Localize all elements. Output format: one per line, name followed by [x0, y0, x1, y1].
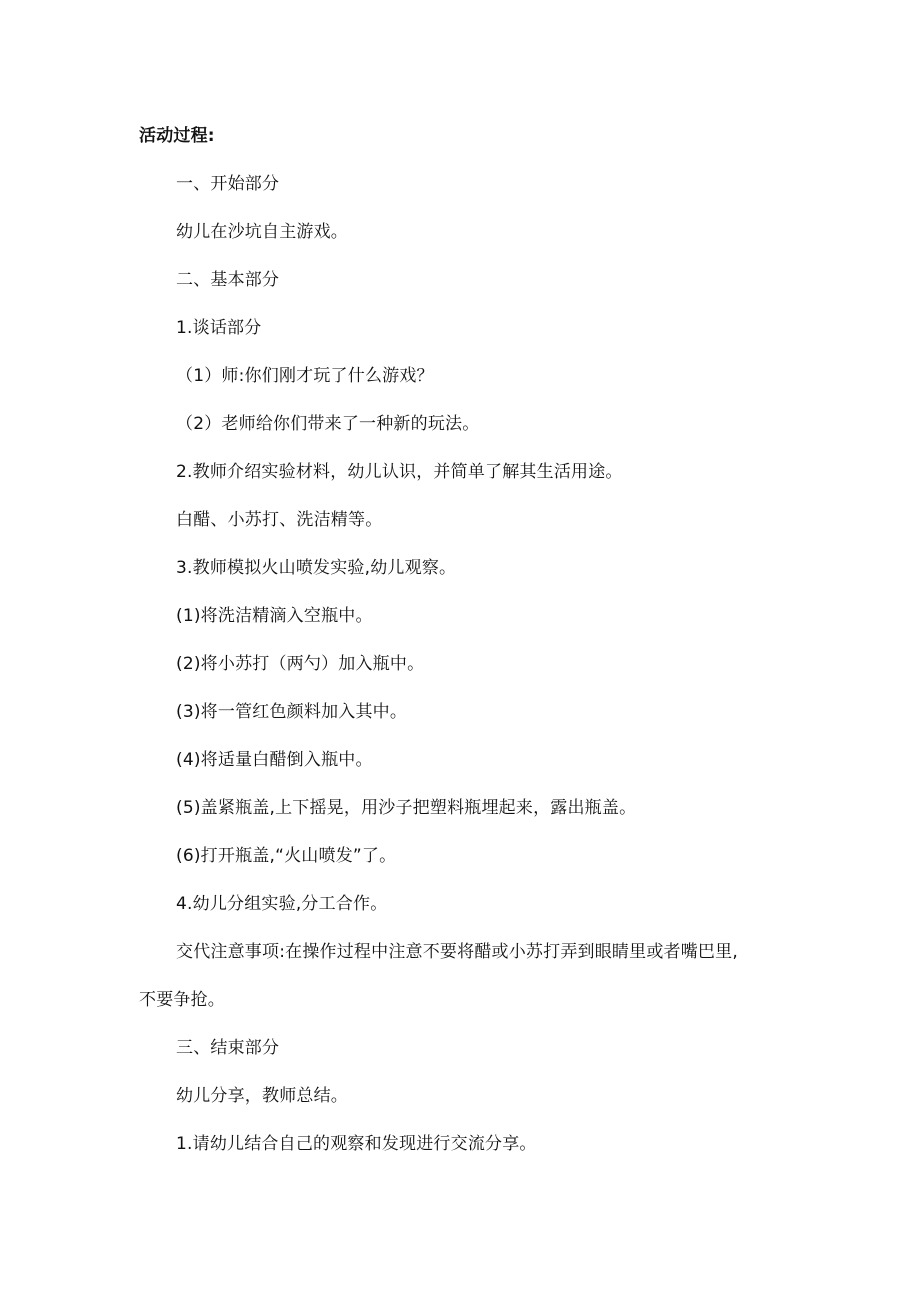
section-heading: 活动过程: — [139, 126, 215, 146]
paragraph: 幼儿在沙坑自主游戏。 — [176, 222, 348, 242]
part-heading-start: 一、开始部分 — [176, 174, 280, 194]
list-item: (2)将小苏打（两勺）加入瓶中。 — [176, 654, 425, 674]
paragraph-continuation: 不要争抢。 — [139, 990, 225, 1010]
list-item: (5)盖紧瓶盖,上下摇晃，用沙子把塑料瓶埋起来，露出瓶盖。 — [176, 798, 637, 818]
list-item: (6)打开瓶盖,“火山喷发”了。 — [176, 846, 397, 866]
list-item: 1.谈话部分 — [176, 318, 262, 338]
paragraph: 幼儿分享，教师总结。 — [176, 1086, 348, 1106]
list-item: (4)将适量白醋倒入瓶中。 — [176, 750, 373, 770]
list-item: 4.幼儿分组实验,分工合作。 — [176, 894, 388, 914]
list-item: 3.教师模拟火山喷发实验,幼儿观察。 — [176, 558, 457, 578]
part-heading-end: 三、结束部分 — [176, 1038, 280, 1058]
list-item: （2）老师给你们带来了一种新的玩法。 — [176, 414, 480, 434]
list-item: (3)将一管红色颜料加入其中。 — [176, 702, 408, 722]
part-heading-basic: 二、基本部分 — [176, 270, 280, 290]
list-item: (1)将洗洁精滴入空瓶中。 — [176, 606, 373, 626]
paragraph: 白醋、小苏打、洗洁精等。 — [176, 510, 383, 530]
list-item: （1）师:你们刚才玩了什么游戏？ — [176, 366, 434, 386]
list-item: 1.请幼儿结合自己的观察和发现进行交流分享。 — [176, 1134, 537, 1154]
paragraph: 交代注意事项:在操作过程中注意不要将醋或小苏打弄到眼睛里或者嘴巴里, — [176, 942, 738, 962]
list-item: 2.教师介绍实验材料，幼儿认识，并简单了解其生活用途。 — [176, 462, 623, 482]
